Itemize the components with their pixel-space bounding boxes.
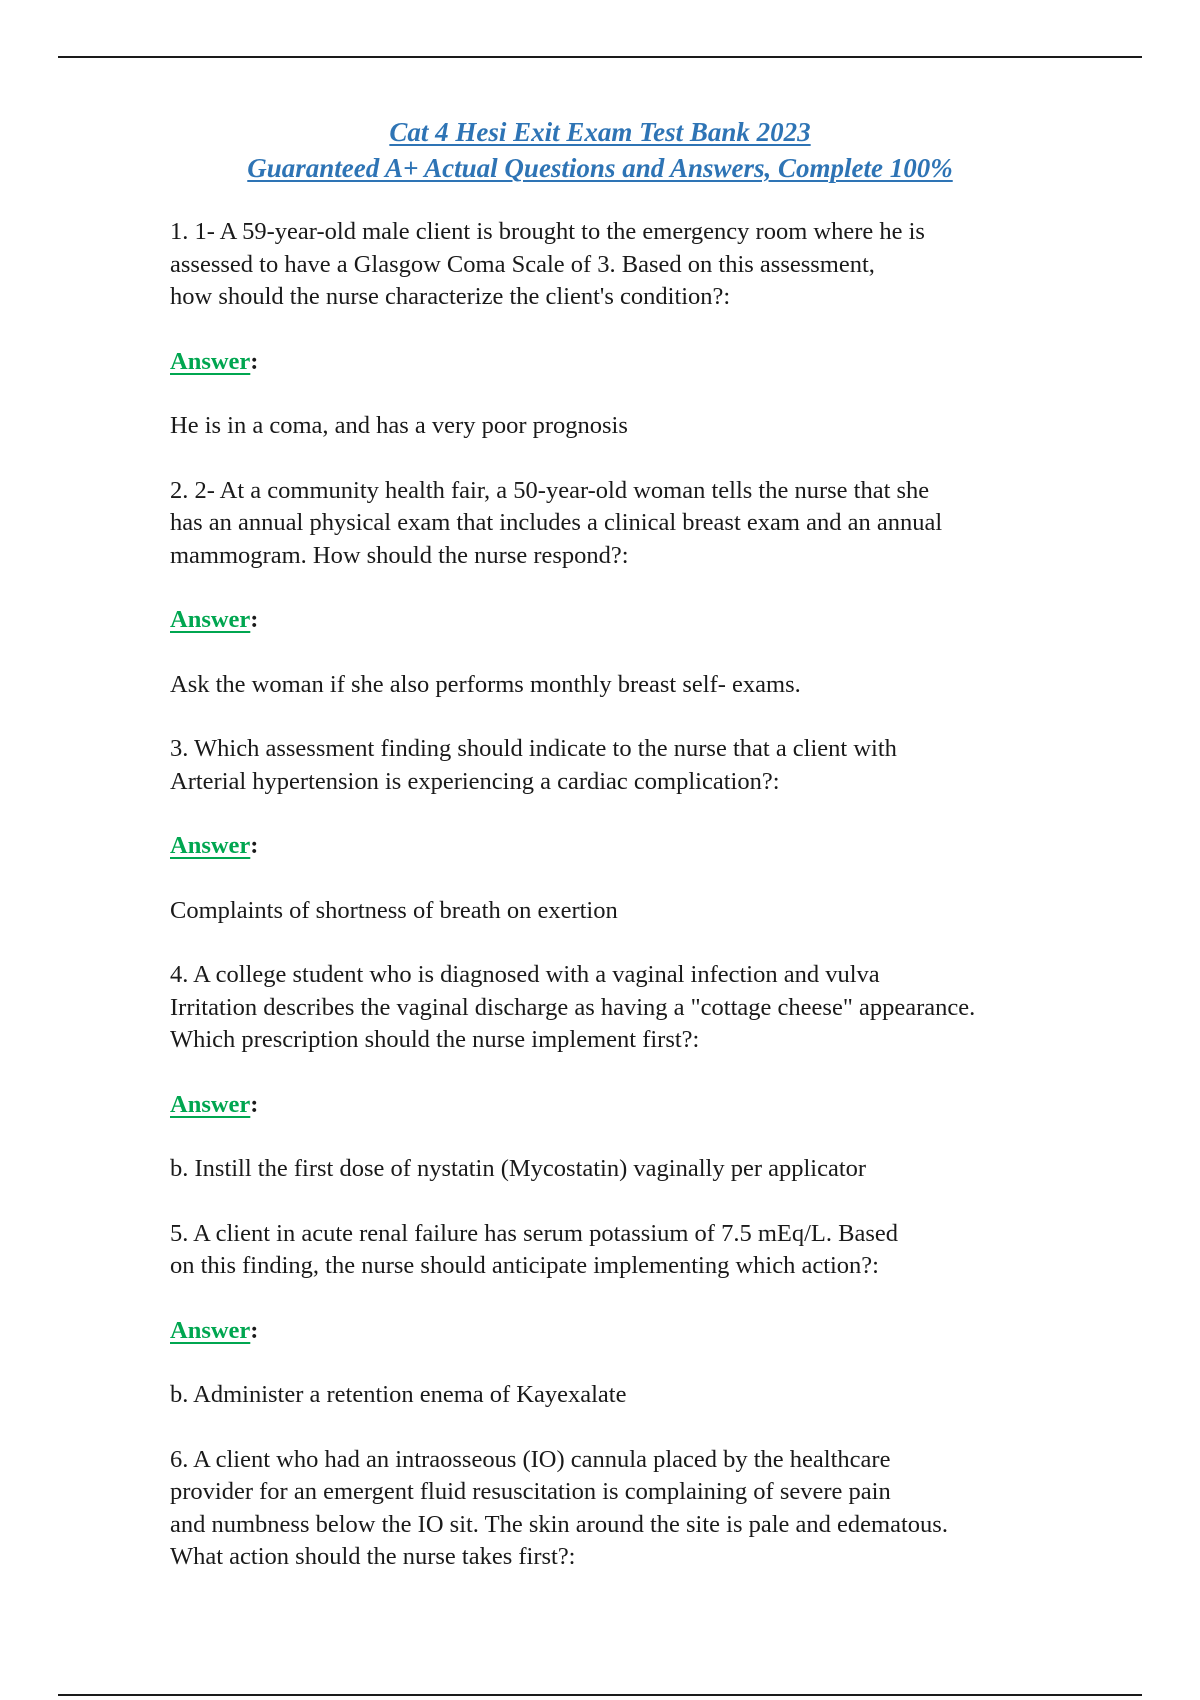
answer-label: Answer [170, 1316, 251, 1344]
answer-text: He is in a coma, and has a very poor prognosis [170, 412, 628, 439]
question-item [170, 1444, 1110, 1574]
answer-text: b. Instill the first dose of nystatin (Mycostatin) vaginally per applicator [170, 1155, 867, 1182]
answer-label: Answer [170, 832, 251, 859]
answer-heading: Answer: [170, 347, 259, 375]
answer-text: Ask the woman if she also performs monthly breast self- exams. [170, 670, 801, 698]
question-item [170, 475, 1110, 702]
answer-heading: Answer: [170, 1316, 259, 1344]
answer-text: b. Administer a retention enema of Kayexalate [170, 1381, 627, 1408]
document-header [0, 114, 1200, 186]
question-item [170, 216, 1110, 443]
question-text: 2. 2- At a community health fair, a 50-year-old woman tells the nurse that she has an annual physical exam that includes a clinical breast exam and an annual mammogram. How should the nurse respond?: [170, 476, 943, 569]
answer-heading: Answer: [170, 606, 259, 633]
answer-label: Answer [170, 606, 251, 633]
answer-text: Complaints of shortness of breath on exertion [170, 896, 618, 924]
question-text: 6. A client who had an intraosseous (IO) cannula placed by the healthcare provider for an emergent fluid resuscitation is complaining of severe pain and numbness below the IO sit. The skin around the site is pale and edematous. What action should the nurse takes first?: [170, 1445, 948, 1570]
answer-label: Answer [170, 347, 251, 375]
question-item [170, 959, 1110, 1186]
answer-heading: Answer: [170, 1090, 259, 1118]
question-item [170, 1218, 1110, 1412]
question-text: 4. A college student who is diagnosed with a vaginal infection and vulva Irritation describes the vaginal discharge as having a "cottage cheese" appearance. Which prescription should the nurse implement first?: [170, 961, 976, 1053]
question-text: 5. A client in acute renal failure has serum potassium of 7.5 mEq/L. Based on this finding, the nurse should anticipate implementing which action?: [170, 1219, 899, 1279]
question-text: 1. 1- A 59-year-old male client is brought to the emergency room where he is assessed to have a Glasgow Coma Scale of 3. Based on this assessment, how should the nurse characterize the client's condition?: [170, 218, 925, 310]
answer-heading: Answer: [170, 832, 259, 859]
question-text: 3. Which assessment finding should indicate to the nurse that a client with Arterial hypertension is experiencing a cardiac complication?: [170, 735, 897, 795]
document-title-link[interactable]: Cat 4 Hesi Exit Exam Test Bank 2023 [389, 117, 811, 147]
document-subtitle-link[interactable]: Guaranteed A+ Actual Questions and Answers, Complete 100% [247, 153, 953, 183]
bottom-rule [58, 1694, 1142, 1696]
answer-label: Answer [170, 1090, 251, 1118]
top-rule [58, 56, 1142, 58]
question-item [170, 733, 1110, 927]
question-list [170, 216, 1110, 1606]
